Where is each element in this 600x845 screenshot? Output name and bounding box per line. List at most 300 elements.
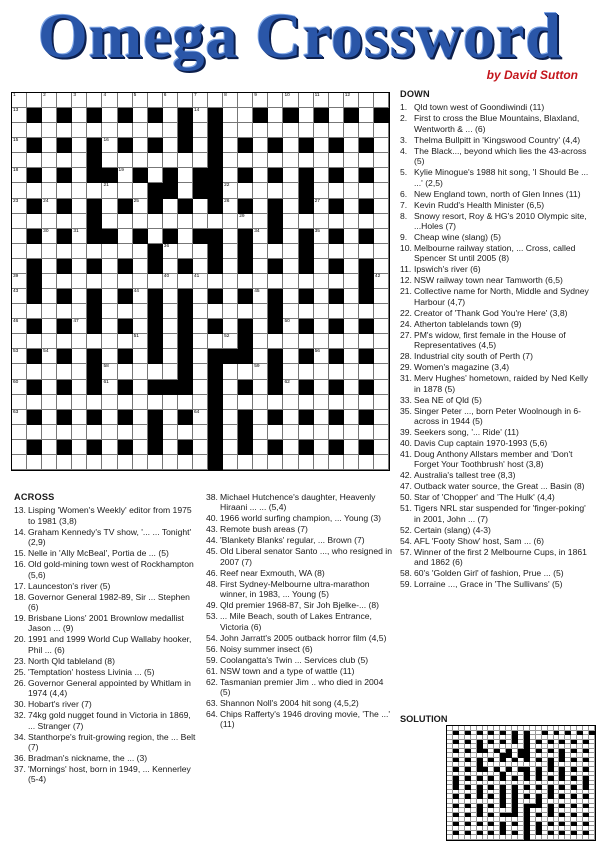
grid-cell[interactable] [133,93,148,108]
grid-cell[interactable] [133,395,148,410]
grid-cell[interactable] [374,274,389,289]
grid-cell[interactable] [102,395,117,410]
grid-cell[interactable] [27,123,42,138]
grid-cell[interactable] [329,304,344,319]
grid-cell[interactable] [344,244,359,259]
grid-cell[interactable] [178,229,193,244]
grid-cell[interactable] [374,455,389,470]
grid-cell[interactable] [193,153,208,168]
grid-cell[interactable] [163,395,178,410]
grid-cell[interactable] [163,289,178,304]
grid-cell[interactable] [72,259,87,274]
grid-cell[interactable] [102,153,117,168]
grid-cell[interactable] [102,214,117,229]
grid-cell[interactable] [133,214,148,229]
grid-cell[interactable] [87,123,102,138]
grid-cell[interactable] [118,229,133,244]
grid-cell[interactable] [223,214,238,229]
grid-cell[interactable] [118,395,133,410]
grid-cell[interactable] [314,183,329,198]
grid-cell[interactable] [374,259,389,274]
grid-cell[interactable] [193,395,208,410]
grid-cell[interactable] [118,244,133,259]
grid-cell[interactable] [193,304,208,319]
grid-cell[interactable] [253,319,268,334]
grid-cell[interactable] [57,395,72,410]
grid-cell[interactable] [193,349,208,364]
grid-cell[interactable] [253,274,268,289]
grid-cell[interactable] [72,440,87,455]
grid-cell[interactable] [253,168,268,183]
grid-cell[interactable] [72,349,87,364]
grid-cell[interactable] [329,334,344,349]
grid-cell[interactable] [163,93,178,108]
grid-cell[interactable] [268,334,283,349]
grid-cell[interactable] [118,274,133,289]
grid-cell[interactable] [12,274,27,289]
grid-cell[interactable] [42,304,57,319]
grid-cell[interactable] [118,455,133,470]
grid-cell[interactable] [208,93,223,108]
grid-cell[interactable] [118,334,133,349]
grid-cell[interactable] [299,108,314,123]
grid-cell[interactable] [359,425,374,440]
grid-cell[interactable] [314,153,329,168]
grid-cell[interactable] [72,304,87,319]
grid-cell[interactable] [314,319,329,334]
grid-cell[interactable] [208,334,223,349]
grid-cell[interactable] [344,410,359,425]
grid-cell[interactable] [238,274,253,289]
grid-cell[interactable] [102,410,117,425]
grid-cell[interactable] [148,395,163,410]
grid-cell[interactable] [87,244,102,259]
grid-cell[interactable] [374,425,389,440]
grid-cell[interactable] [42,364,57,379]
grid-cell[interactable] [87,395,102,410]
grid-cell[interactable] [208,274,223,289]
grid-cell[interactable] [283,244,298,259]
grid-cell[interactable] [314,364,329,379]
grid-cell[interactable] [314,138,329,153]
grid-cell[interactable] [283,259,298,274]
grid-cell[interactable] [42,153,57,168]
grid-cell[interactable] [374,440,389,455]
grid-cell[interactable] [178,183,193,198]
grid-cell[interactable] [178,93,193,108]
grid-cell[interactable] [72,123,87,138]
grid-cell[interactable] [193,364,208,379]
grid-cell[interactable] [87,93,102,108]
grid-cell[interactable] [178,153,193,168]
grid-cell[interactable] [72,410,87,425]
grid-cell[interactable] [359,455,374,470]
grid-cell[interactable] [87,334,102,349]
grid-cell[interactable] [344,349,359,364]
grid-cell[interactable] [12,410,27,425]
grid-cell[interactable] [329,425,344,440]
grid-cell[interactable] [163,334,178,349]
grid-cell[interactable] [12,455,27,470]
grid-cell[interactable] [314,123,329,138]
grid-cell[interactable] [344,319,359,334]
grid-cell[interactable] [163,123,178,138]
grid-cell[interactable] [148,229,163,244]
grid-cell[interactable] [193,334,208,349]
grid-cell[interactable] [12,259,27,274]
grid-cell[interactable] [163,138,178,153]
grid-cell[interactable] [27,183,42,198]
grid-cell[interactable] [344,183,359,198]
grid-cell[interactable] [314,93,329,108]
grid-cell[interactable] [102,304,117,319]
grid-cell[interactable] [374,410,389,425]
grid-cell[interactable] [87,274,102,289]
grid-cell[interactable] [374,183,389,198]
grid-cell[interactable] [163,274,178,289]
grid-cell[interactable] [359,123,374,138]
grid-cell[interactable] [253,334,268,349]
grid-cell[interactable] [42,380,57,395]
grid-cell[interactable] [314,425,329,440]
grid-cell[interactable] [223,410,238,425]
grid-cell[interactable] [283,380,298,395]
grid-cell[interactable] [163,349,178,364]
grid-cell[interactable] [223,364,238,379]
grid-cell[interactable] [12,380,27,395]
grid-cell[interactable] [299,274,314,289]
grid-cell[interactable] [283,123,298,138]
grid-cell[interactable] [344,259,359,274]
grid-cell[interactable] [283,199,298,214]
grid-cell[interactable] [148,455,163,470]
grid-cell[interactable] [238,153,253,168]
grid-cell[interactable] [87,183,102,198]
grid-cell[interactable] [193,319,208,334]
grid-cell[interactable] [72,319,87,334]
grid-cell[interactable] [12,138,27,153]
grid-cell[interactable] [268,153,283,168]
grid-cell[interactable] [72,168,87,183]
grid-cell[interactable] [253,395,268,410]
grid-cell[interactable] [42,168,57,183]
grid-cell[interactable] [329,153,344,168]
grid-cell[interactable] [163,214,178,229]
grid-cell[interactable] [299,214,314,229]
grid-cell[interactable] [253,455,268,470]
grid-cell[interactable] [344,153,359,168]
grid-cell[interactable] [133,244,148,259]
grid-cell[interactable] [329,214,344,229]
grid-cell[interactable] [344,229,359,244]
grid-cell[interactable] [299,123,314,138]
grid-cell[interactable] [118,168,133,183]
grid-cell[interactable] [268,108,283,123]
grid-cell[interactable] [344,395,359,410]
grid-cell[interactable] [223,93,238,108]
grid-cell[interactable] [72,455,87,470]
grid-cell[interactable] [359,214,374,229]
grid-cell[interactable] [223,425,238,440]
grid-cell[interactable] [314,199,329,214]
grid-cell[interactable] [223,304,238,319]
grid-cell[interactable] [329,93,344,108]
grid-cell[interactable] [193,425,208,440]
grid-cell[interactable] [283,138,298,153]
grid-cell[interactable] [344,440,359,455]
grid-cell[interactable] [238,93,253,108]
grid-cell[interactable] [193,244,208,259]
grid-cell[interactable] [374,229,389,244]
grid-cell[interactable] [283,183,298,198]
grid-cell[interactable] [283,410,298,425]
grid-cell[interactable] [42,214,57,229]
grid-cell[interactable] [42,334,57,349]
grid-cell[interactable] [178,395,193,410]
grid-cell[interactable] [314,274,329,289]
grid-cell[interactable] [268,425,283,440]
grid-cell[interactable] [299,455,314,470]
grid-cell[interactable] [102,244,117,259]
grid-cell[interactable] [12,168,27,183]
grid-cell[interactable] [223,334,238,349]
grid-cell[interactable] [344,364,359,379]
grid-cell[interactable] [27,334,42,349]
grid-cell[interactable] [12,108,27,123]
grid-cell[interactable] [344,168,359,183]
grid-cell[interactable] [27,425,42,440]
grid-cell[interactable] [299,364,314,379]
grid-cell[interactable] [374,244,389,259]
grid-cell[interactable] [57,455,72,470]
grid-cell[interactable] [102,289,117,304]
grid-cell[interactable] [12,395,27,410]
grid-cell[interactable] [314,440,329,455]
grid-cell[interactable] [359,93,374,108]
grid-cell[interactable] [193,259,208,274]
grid-cell[interactable] [42,410,57,425]
grid-cell[interactable] [283,214,298,229]
grid-cell[interactable] [57,334,72,349]
grid-cell[interactable] [133,425,148,440]
grid-cell[interactable] [102,199,117,214]
grid-cell[interactable] [223,289,238,304]
grid-cell[interactable] [268,395,283,410]
grid-cell[interactable] [12,199,27,214]
grid-cell[interactable] [374,304,389,319]
grid-cell[interactable] [193,455,208,470]
grid-cell[interactable] [163,319,178,334]
grid-cell[interactable] [359,153,374,168]
grid-cell[interactable] [163,259,178,274]
grid-cell[interactable] [133,274,148,289]
grid-cell[interactable] [314,289,329,304]
grid-cell[interactable] [253,244,268,259]
grid-cell[interactable] [374,334,389,349]
grid-cell[interactable] [42,319,57,334]
grid-cell[interactable] [374,93,389,108]
grid-cell[interactable] [344,274,359,289]
grid-cell[interactable] [223,440,238,455]
grid-cell[interactable] [344,380,359,395]
grid-cell[interactable] [102,123,117,138]
grid-cell[interactable] [238,123,253,138]
grid-cell[interactable] [193,214,208,229]
grid-cell[interactable] [253,93,268,108]
grid-cell[interactable] [133,410,148,425]
grid-cell[interactable] [72,244,87,259]
grid-cell[interactable] [314,349,329,364]
grid-cell[interactable] [133,364,148,379]
grid-cell[interactable] [27,214,42,229]
grid-cell[interactable] [283,425,298,440]
grid-cell[interactable] [72,364,87,379]
grid-cell[interactable] [359,395,374,410]
grid-cell[interactable] [253,229,268,244]
grid-cell[interactable] [72,395,87,410]
grid-cell[interactable] [148,274,163,289]
grid-cell[interactable] [133,440,148,455]
grid-cell[interactable] [163,244,178,259]
grid-cell[interactable] [42,229,57,244]
crossword-grid[interactable] [11,92,390,471]
grid-cell[interactable] [329,108,344,123]
grid-cell[interactable] [42,108,57,123]
grid-cell[interactable] [374,168,389,183]
grid-cell[interactable] [118,93,133,108]
grid-cell[interactable] [374,199,389,214]
grid-cell[interactable] [359,108,374,123]
grid-cell[interactable] [344,289,359,304]
grid-cell[interactable] [133,304,148,319]
grid-cell[interactable] [118,425,133,440]
grid-cell[interactable] [72,108,87,123]
grid-cell[interactable] [253,364,268,379]
grid-cell[interactable] [223,274,238,289]
grid-cell[interactable] [87,425,102,440]
grid-cell[interactable] [374,153,389,168]
grid-cell[interactable] [283,274,298,289]
grid-cell[interactable] [118,153,133,168]
grid-cell[interactable] [42,93,57,108]
grid-cell[interactable] [102,274,117,289]
grid-cell[interactable] [193,108,208,123]
grid-cell[interactable] [238,183,253,198]
grid-cell[interactable] [178,425,193,440]
grid-cell[interactable] [314,259,329,274]
grid-cell[interactable] [268,93,283,108]
grid-cell[interactable] [42,183,57,198]
grid-cell[interactable] [27,153,42,168]
grid-cell[interactable] [42,349,57,364]
grid-cell[interactable] [27,304,42,319]
grid-cell[interactable] [42,440,57,455]
grid-cell[interactable] [42,455,57,470]
grid-cell[interactable] [57,304,72,319]
grid-cell[interactable] [163,364,178,379]
grid-cell[interactable] [12,289,27,304]
grid-cell[interactable] [57,244,72,259]
grid-cell[interactable] [102,108,117,123]
grid-cell[interactable] [133,334,148,349]
grid-cell[interactable] [193,410,208,425]
grid-cell[interactable] [283,168,298,183]
grid-cell[interactable] [374,395,389,410]
grid-cell[interactable] [314,395,329,410]
grid-cell[interactable] [283,93,298,108]
grid-cell[interactable] [253,349,268,364]
grid-cell[interactable] [253,214,268,229]
grid-cell[interactable] [299,93,314,108]
grid-cell[interactable] [72,153,87,168]
grid-cell[interactable] [223,229,238,244]
grid-cell[interactable] [178,214,193,229]
grid-cell[interactable] [344,455,359,470]
grid-cell[interactable] [329,183,344,198]
grid-cell[interactable] [344,138,359,153]
grid-cell[interactable] [72,214,87,229]
grid-cell[interactable] [268,123,283,138]
grid-cell[interactable] [193,199,208,214]
grid-cell[interactable] [253,380,268,395]
grid-cell[interactable] [344,334,359,349]
grid-cell[interactable] [42,259,57,274]
grid-cell[interactable] [133,455,148,470]
grid-cell[interactable] [12,425,27,440]
grid-cell[interactable] [374,138,389,153]
grid-cell[interactable] [359,304,374,319]
grid-cell[interactable] [163,425,178,440]
grid-cell[interactable] [12,183,27,198]
grid-cell[interactable] [314,244,329,259]
grid-cell[interactable] [178,168,193,183]
grid-cell[interactable] [374,319,389,334]
grid-cell[interactable] [193,274,208,289]
grid-cell[interactable] [27,395,42,410]
grid-cell[interactable] [208,214,223,229]
grid-cell[interactable] [223,395,238,410]
grid-cell[interactable] [223,168,238,183]
grid-cell[interactable] [102,364,117,379]
grid-cell[interactable] [148,214,163,229]
grid-cell[interactable] [102,334,117,349]
grid-cell[interactable] [238,214,253,229]
grid-cell[interactable] [299,334,314,349]
grid-cell[interactable] [163,410,178,425]
grid-cell[interactable] [57,425,72,440]
grid-cell[interactable] [253,425,268,440]
grid-cell[interactable] [314,380,329,395]
grid-cell[interactable] [283,364,298,379]
grid-cell[interactable] [193,289,208,304]
grid-cell[interactable] [329,364,344,379]
grid-cell[interactable] [344,93,359,108]
grid-cell[interactable] [374,364,389,379]
grid-cell[interactable] [12,244,27,259]
grid-cell[interactable] [238,395,253,410]
grid-cell[interactable] [253,304,268,319]
grid-cell[interactable] [268,244,283,259]
grid-cell[interactable] [12,364,27,379]
grid-cell[interactable] [163,153,178,168]
grid-cell[interactable] [72,229,87,244]
grid-cell[interactable] [374,380,389,395]
grid-cell[interactable] [102,349,117,364]
grid-cell[interactable] [12,319,27,334]
grid-cell[interactable] [238,108,253,123]
grid-cell[interactable] [344,425,359,440]
grid-cell[interactable] [314,229,329,244]
